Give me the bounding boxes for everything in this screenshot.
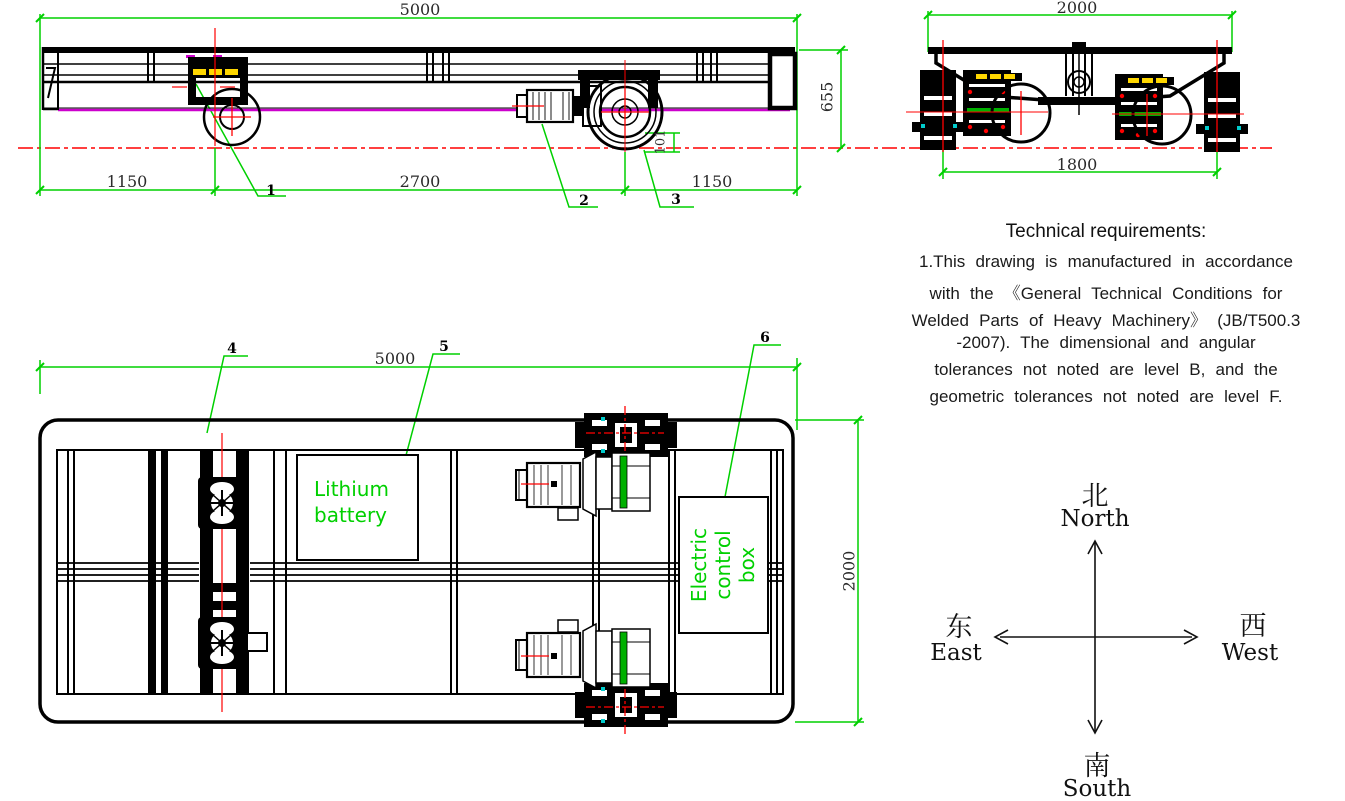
tech-requirements-line: geometric tolerances not noted are level F. <box>929 387 1283 406</box>
callout-1: 1 <box>266 183 276 199</box>
callout-3: 3 <box>671 192 681 208</box>
tech-requirements-line: tolerances not noted are level B, and the <box>934 360 1278 379</box>
sv-dim-height: 655 <box>817 81 837 113</box>
side-view-frame <box>43 47 795 110</box>
tech-requirements-line: -2007). The dimensional and angular <box>956 333 1256 352</box>
tech-requirements-title: Technical requirements: <box>1005 221 1207 242</box>
compass-west-cn: 西 <box>1239 611 1267 642</box>
end-view-centerlines <box>906 40 1244 152</box>
tech-requirements-line: Welded Parts of Heavy Machinery》 (JB/T500.3 <box>911 311 1301 330</box>
callout-5: 5 <box>439 339 449 355</box>
lithium-battery-label: Lithium battery <box>314 477 389 527</box>
compass-north-cn: 北 <box>1081 481 1109 512</box>
sv-dim-right: 1150 <box>691 172 733 191</box>
pv-dim-width: 2000 <box>839 550 859 592</box>
electric-control-box-label: Electric control box <box>687 527 759 603</box>
compass-east-en: East <box>930 640 982 666</box>
compass-south-en: South <box>1062 776 1132 801</box>
compass-south-cn: 南 <box>1083 751 1111 782</box>
ev-dim-gauge: 1800 <box>1056 155 1098 174</box>
side-view-idler-wheel <box>172 28 260 146</box>
callout-2: 2 <box>579 193 589 209</box>
plan-view-drive-units <box>516 406 677 734</box>
compass-west-en: West <box>1221 640 1279 666</box>
end-view-wheels <box>912 70 1248 152</box>
pv-dim-overall: 5000 <box>374 349 416 368</box>
side-view-drive-wheel <box>512 60 662 152</box>
compass-north-en: North <box>1060 506 1130 532</box>
callout-6: 6 <box>760 330 770 346</box>
sv-dim-wheel-offset: 101 <box>653 129 669 155</box>
compass-rose <box>995 541 1197 733</box>
callout-4: 4 <box>227 341 237 357</box>
tech-requirements-line: 1.This drawing is manufactured in accordance <box>919 252 1293 271</box>
sv-dim-mid: 2700 <box>399 172 441 191</box>
end-view <box>906 11 1248 179</box>
ev-dim-overall: 2000 <box>1056 0 1098 17</box>
sv-dim-overall: 5000 <box>399 0 441 19</box>
sv-dim-left: 1150 <box>106 172 148 191</box>
compass-east-cn: 东 <box>945 612 973 643</box>
tech-requirements-line: with the 《General Technical Conditions for <box>929 284 1283 303</box>
